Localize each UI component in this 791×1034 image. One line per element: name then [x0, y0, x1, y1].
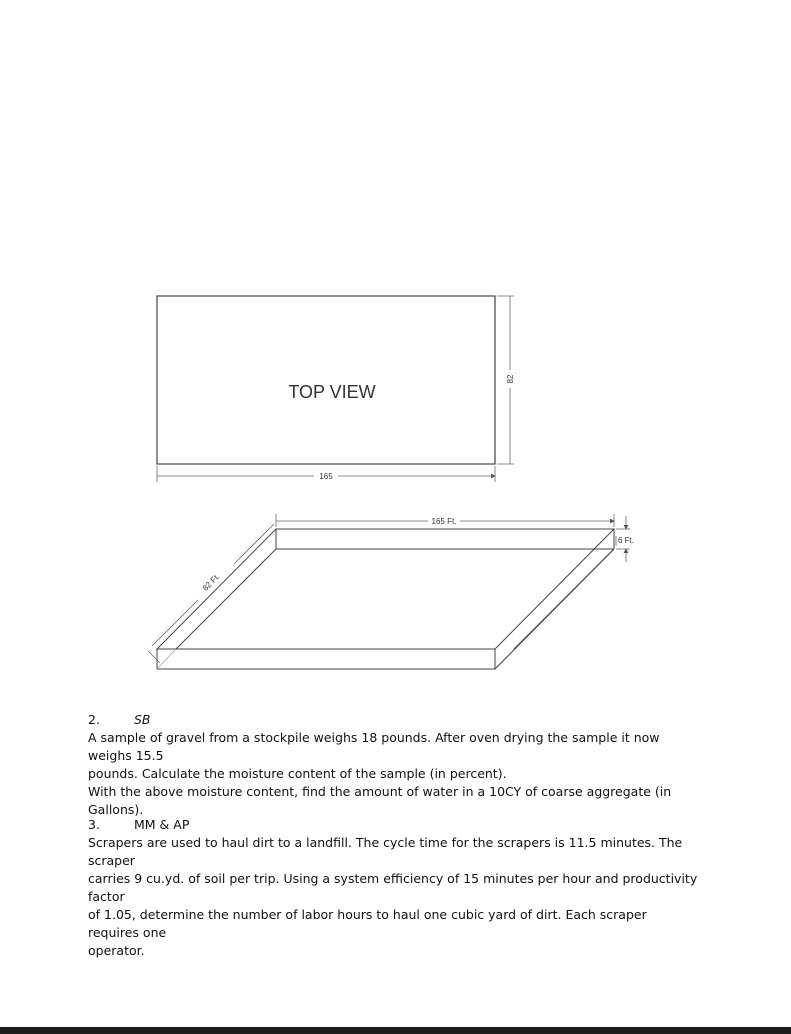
bottom-bar	[0, 1027, 791, 1034]
iso-width-label: 165 Ft.	[431, 517, 457, 526]
problem-2-line: pounds. Calculate the moisture content of the sample (in percent).	[88, 766, 507, 781]
slab-front-face	[157, 649, 495, 669]
problem-2	[88, 711, 698, 819]
top-view-rectangle	[157, 296, 495, 464]
slab-top-face	[157, 529, 614, 649]
problem-3-tag: MM & AP	[134, 817, 190, 832]
isometric-view	[148, 514, 634, 669]
iso-depth-dimension	[148, 524, 274, 663]
top-view	[157, 296, 515, 482]
problem-2-tag: SB	[134, 712, 151, 727]
top-width-dimension	[157, 466, 495, 482]
problem-2-heading	[88, 711, 698, 729]
problem-3-line: of 1.05, determine the number of labor hours to haul one cubic yard of dirt. Each scraper requires one	[88, 907, 647, 940]
problem-3-number: 3.	[88, 817, 100, 832]
top-depth-dimension	[497, 296, 515, 464]
problem-2-line: A sample of gravel from a stockpile weighs 18 pounds. After oven drying the sample it now weighs 15.5	[88, 730, 660, 763]
problem-3-line: carries 9 cu.yd. of soil per trip. Using a system efficiency of 15 minutes per hour and productivity factor	[88, 871, 698, 904]
problem-2-line: With the above moisture content, find the amount of water in a 10CY of coarse aggregate (in Gallons).	[88, 784, 672, 817]
iso-height-dimension	[616, 516, 634, 562]
top-width-label: 165	[319, 472, 333, 481]
problem-3-heading	[88, 816, 698, 834]
iso-height-label: 6 Ft.	[618, 536, 635, 545]
problem-2-number: 2.	[88, 712, 100, 727]
iso-width-dimension	[276, 514, 614, 527]
problem-3-line: operator.	[88, 943, 145, 958]
problem-3-line: Scrapers are used to haul dirt to a landfill. The cycle time for the scrapers is 11.5 minutes. The scraper	[88, 835, 683, 868]
top-view-label: TOP VIEW	[288, 382, 376, 402]
iso-depth-label: 82 Ft.	[200, 571, 222, 593]
problem-3	[88, 816, 698, 960]
top-depth-label: 82	[506, 374, 515, 384]
